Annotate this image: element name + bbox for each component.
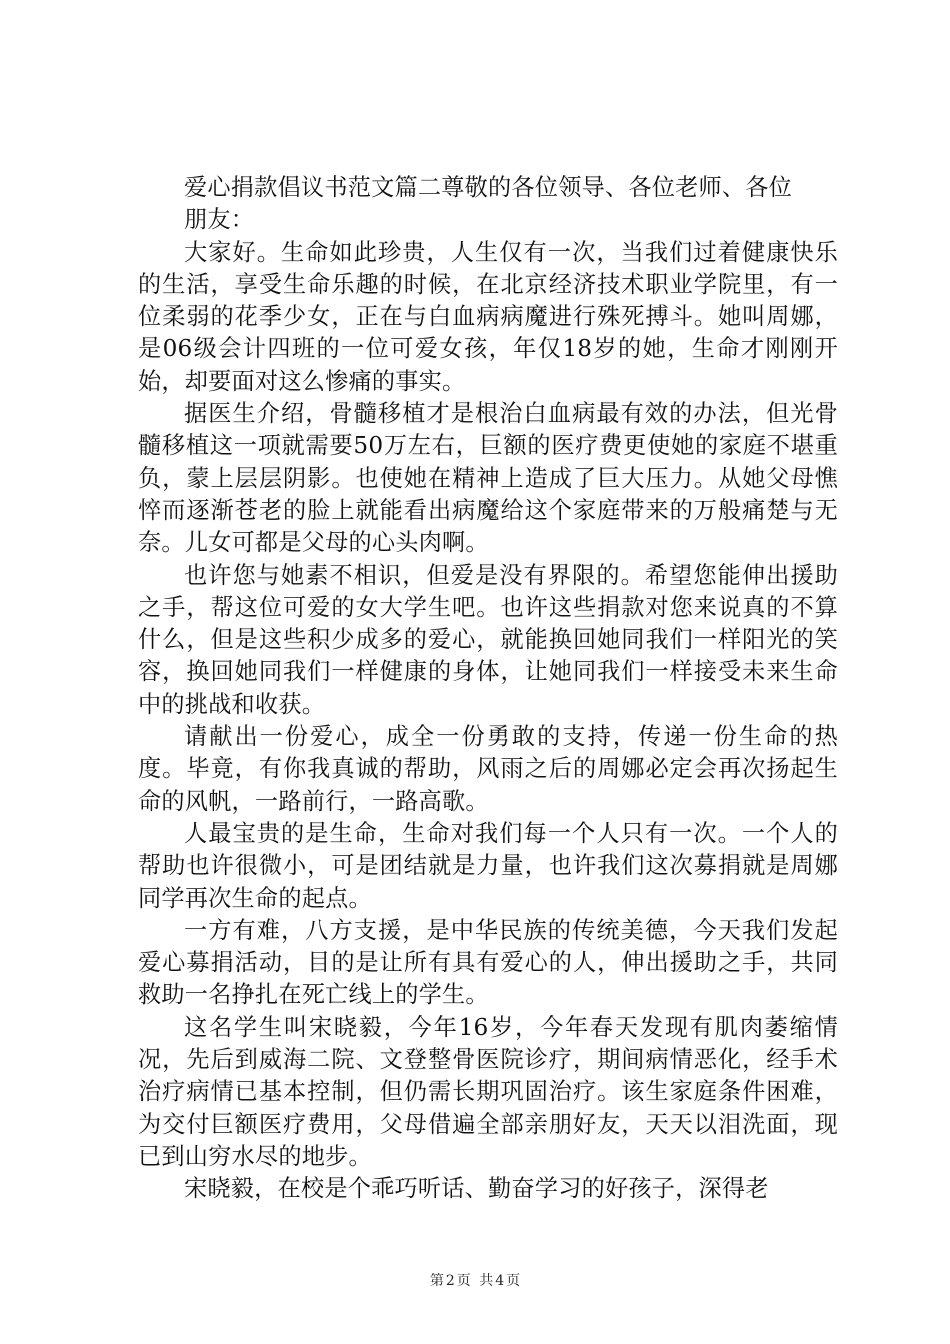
total-count: 4 [495,1273,505,1289]
paragraph-title-line: 爱心捐款倡议书范文篇二尊敬的各位领导、各位老师、各位 [184,174,793,201]
paragraph: 宋晓毅，在校是个乖巧听话、勤奋学习的好孩子，深得老 [184,1175,769,1203]
paragraph-salutation: 朋友： [184,206,255,234]
page-prefix: 第 [429,1273,444,1289]
total-prefix: 共 [479,1273,494,1289]
page-number [429,1273,472,1289]
total-suffix: 页 [506,1273,521,1289]
paragraph: 人最宝贵的是生命，生命对我们每一个人只有一次。一个人的帮助也许很微小，可是团结就是力量，也许我们这次募捐就是周娜同学再次生命的起点。 [138,819,838,912]
current-page: 2 [445,1273,455,1289]
paragraph: 据医生介绍，骨髓移植才是根治白血病最有效的办法，但光骨髓移植这一项就需要50万左右，巨额的医疗费更使她的家庭不堪重负，蒙上层层阴影。也使她在精神上造成了巨大压力。从她父母憔悴而逐渐苍老的脸上就能看出病魔给这个家庭带来的万般痛楚与无奈。儿女可都是父母的心头肉啊。 [138,400,838,557]
page-footer [0,1270,950,1290]
paragraph: 这名学生叫宋晓毅，今年16岁，今年春天发现有肌肉萎缩情况，先后到威海二院、文登整骨医院诊疗，期间病情恶化，经手术治疗病情已基本控制，但仍需长期巩固治疗。该生家庭条件困难，为交付巨额医疗费用，父母借遍全部亲朋好友，天天以泪洗面，现已到山穷水尽的地步。 [138,1013,838,1170]
page-suffix: 页 [456,1273,471,1289]
paragraph: 大家好。生命如此珍贵，人生仅有一次，当我们过着健康快乐的生活，享受生命乐趣的时候，在北京经济技术职业学院里，有一位柔弱的花季少女，正在与白血病病魔进行殊死搏斗。她叫周娜，是06级会计四班的一位可爱女孩，年仅18岁的她，生命才刚刚开始，却要面对这么惨痛的事实。 [138,238,838,395]
document-body [138,172,838,1206]
paragraph: 一方有难，八方支援，是中华民族的传统美德，今天我们发起爱心募捐活动，目的是让所有具有爱心的人，伸出援助之手，共同救助一名挣扎在死亡线上的学生。 [138,916,838,1009]
paragraph: 也许您与她素不相识，但爱是没有界限的。希望您能伸出援助之手，帮这位可爱的女大学生吧。也许这些捐款对您来说真的不算什么，但是这些积少成多的爱心，就能换回她同我们一样阳光的笑容，换回她同我们一样健康的身体，让她同我们一样接受未来生命中的挑战和收获。 [138,561,838,718]
total-pages [478,1273,521,1289]
paragraph: 请献出一份爱心，成全一份勇敢的支持，传递一份生命的热度。毕竟，有你我真诚的帮助，风雨之后的周娜必定会再次扬起生命的风帆，一路前行，一路高歌。 [138,723,838,815]
